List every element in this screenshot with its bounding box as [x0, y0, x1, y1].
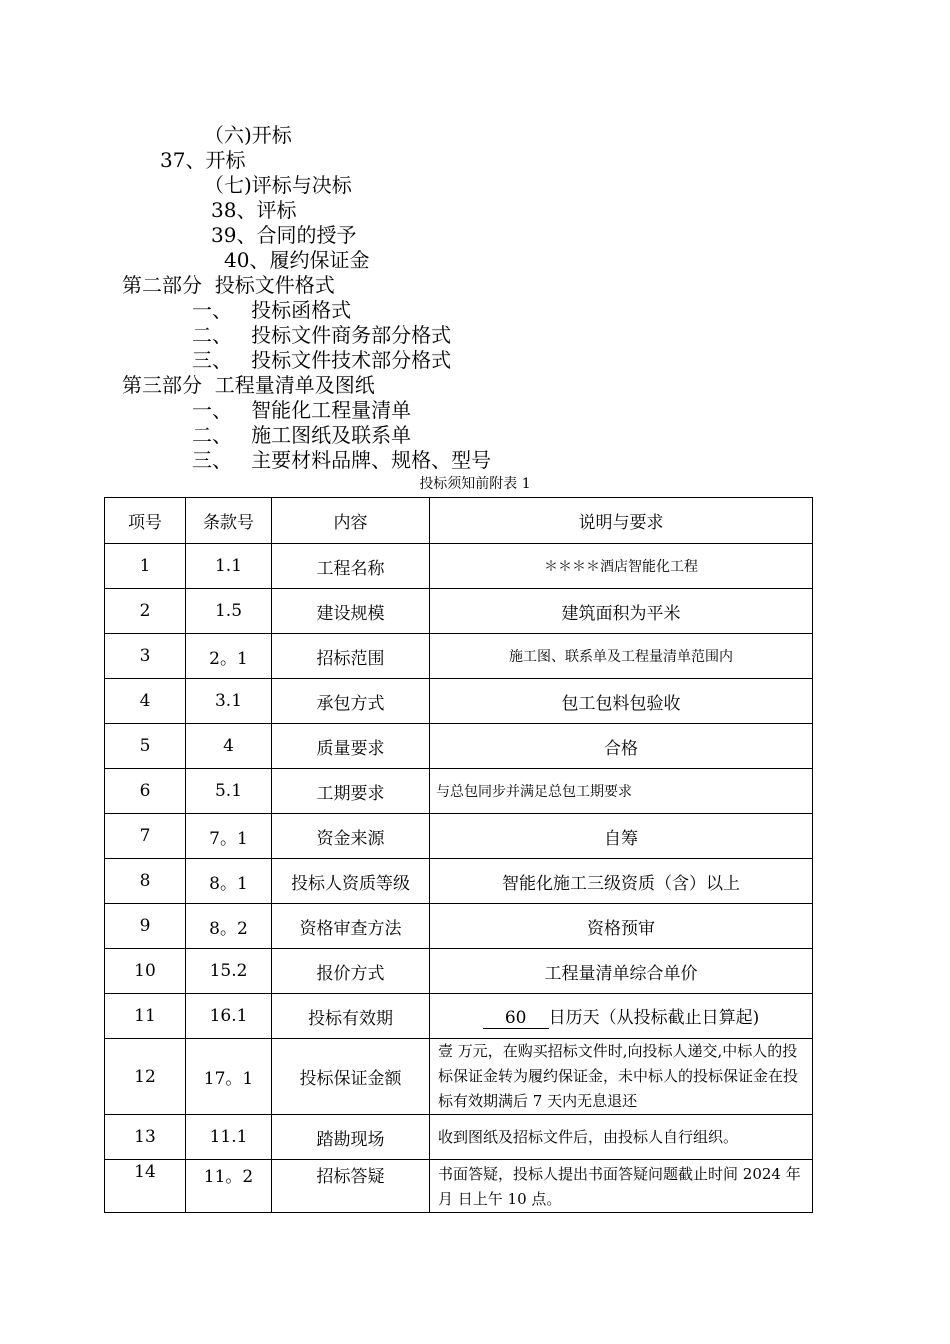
- toc-entry: （六)开标: [204, 123, 292, 147]
- table-row: [105, 949, 813, 994]
- cell-clause-no: 5.1: [186, 769, 272, 814]
- cell-clause-no: 16.1: [186, 994, 272, 1039]
- cell-content: 招标范围: [272, 634, 430, 679]
- cell-clause-no: 8。1: [186, 859, 272, 904]
- cell-item-no: 14: [105, 1160, 186, 1213]
- tender-appendix-table: [104, 497, 813, 1213]
- table-row: [105, 544, 813, 589]
- cell-content: 质量要求: [272, 724, 430, 769]
- table-row: [105, 679, 813, 724]
- cell-requirement: 施工图、联系单及工程量清单范围内: [430, 634, 813, 679]
- table-row: [105, 589, 813, 634]
- table-row: [105, 1160, 813, 1213]
- table-row: [105, 724, 813, 769]
- cell-content: 承包方式: [272, 679, 430, 724]
- cell-requirement: 与总包同步并满足总包工期要求: [430, 769, 813, 814]
- cell-content: 工期要求: [272, 769, 430, 814]
- cell-requirement: 壹 万元，在购买招标文件时,向投标人递交,中标人的投标保证金转为履约保证金，未中标人的投标保证金在投标有效期满后 7 天内无息退还: [430, 1039, 813, 1115]
- cell-content: 踏勘现场: [272, 1115, 430, 1160]
- cell-item-no: 3: [105, 634, 186, 679]
- cell-requirement: 合格: [430, 724, 813, 769]
- toc-section-heading: 第二部分 投标文件格式: [122, 273, 335, 297]
- cell-requirement: 包工包料包验收: [430, 679, 813, 724]
- toc-section-heading: 第三部分 工程量清单及图纸: [122, 373, 375, 397]
- cell-clause-no: 2。1: [186, 634, 272, 679]
- cell-item-no: 13: [105, 1115, 186, 1160]
- cell-requirement: 资格预审: [430, 904, 813, 949]
- cell-item-no: 9: [105, 904, 186, 949]
- cell-requirement: 工程量清单综合单价: [430, 949, 813, 994]
- column-header: 项号: [105, 498, 186, 544]
- cell-content: 投标保证金额: [272, 1039, 430, 1115]
- cell-requirement: 建筑面积为平米: [430, 589, 813, 634]
- cell-content: 招标答疑: [272, 1160, 430, 1213]
- toc-entry: 一、 投标函格式: [192, 298, 352, 322]
- cell-clause-no: 15.2: [186, 949, 272, 994]
- cell-clause-no: 11。2: [186, 1160, 272, 1213]
- table-row: [105, 859, 813, 904]
- toc-entry: （七)评标与决标: [204, 173, 352, 197]
- table-row: [105, 1115, 813, 1160]
- column-header: 条款号: [186, 498, 272, 544]
- table-row: [105, 1039, 813, 1115]
- toc-entry: 一、 智能化工程量清单: [192, 398, 412, 422]
- column-header: 说明与要求: [430, 498, 813, 544]
- toc-entry: 38、评标: [211, 198, 297, 222]
- cell-requirement: 收到图纸及招标文件后，由投标人自行组织。: [430, 1115, 813, 1160]
- table-caption: 投标须知前附表 1: [419, 476, 531, 492]
- cell-item-no: 8: [105, 859, 186, 904]
- toc-entry: 三、 主要材料品牌、规格、型号: [192, 448, 492, 472]
- cell-requirement: 自筹: [430, 814, 813, 859]
- cell-content: 投标人资质等级: [272, 859, 430, 904]
- cell-requirement: ＊＊＊＊酒店智能化工程: [430, 544, 813, 589]
- toc-entry: 二、 投标文件商务部分格式: [192, 323, 452, 347]
- cell-item-no: 6: [105, 769, 186, 814]
- table-header-row: [105, 498, 813, 544]
- cell-content: 投标有效期: [272, 994, 430, 1039]
- cell-item-no: 5: [105, 724, 186, 769]
- cell-clause-no: 11.1: [186, 1115, 272, 1160]
- validity-days-value: 60: [483, 1008, 549, 1029]
- cell-item-no: 11: [105, 994, 186, 1039]
- toc-entry: 40、履约保证金: [224, 248, 370, 272]
- cell-content: 资金来源: [272, 814, 430, 859]
- cell-item-no: 4: [105, 679, 186, 724]
- cell-clause-no: 7。1: [186, 814, 272, 859]
- cell-content: 工程名称: [272, 544, 430, 589]
- table-row: [105, 904, 813, 949]
- column-header: 内容: [272, 498, 430, 544]
- cell-item-no: 12: [105, 1039, 186, 1115]
- cell-item-no: 7: [105, 814, 186, 859]
- validity-days-text: 日历天（从投标截止日算起): [548, 1008, 760, 1028]
- cell-content: 建设规模: [272, 589, 430, 634]
- cell-content: 资格审查方法: [272, 904, 430, 949]
- table-row: [105, 769, 813, 814]
- cell-requirement: 智能化施工三级资质（含）以上: [430, 859, 813, 904]
- cell-content: 报价方式: [272, 949, 430, 994]
- cell-clause-no: 4: [186, 724, 272, 769]
- cell-clause-no: 1.1: [186, 544, 272, 589]
- cell-requirement: 书面答疑，投标人提出书面答疑问题截止时间 2024 年 月 日上午 10 点。: [430, 1160, 813, 1213]
- toc-entry: 二、 施工图纸及联系单: [192, 423, 412, 447]
- cell-clause-no: 17。1: [186, 1039, 272, 1115]
- cell-clause-no: 3.1: [186, 679, 272, 724]
- table-row: [105, 634, 813, 679]
- cell-item-no: 1: [105, 544, 186, 589]
- cell-clause-no: 8。2: [186, 904, 272, 949]
- toc-entry: 39、合同的授予: [211, 223, 357, 247]
- cell-requirement: [430, 994, 813, 1039]
- toc-entry: 三、 投标文件技术部分格式: [192, 348, 452, 372]
- toc-entry: 37、开标: [160, 148, 246, 172]
- cell-item-no: 10: [105, 949, 186, 994]
- table-row: [105, 814, 813, 859]
- table-row: [105, 994, 813, 1039]
- cell-clause-no: 1.5: [186, 589, 272, 634]
- cell-item-no: 2: [105, 589, 186, 634]
